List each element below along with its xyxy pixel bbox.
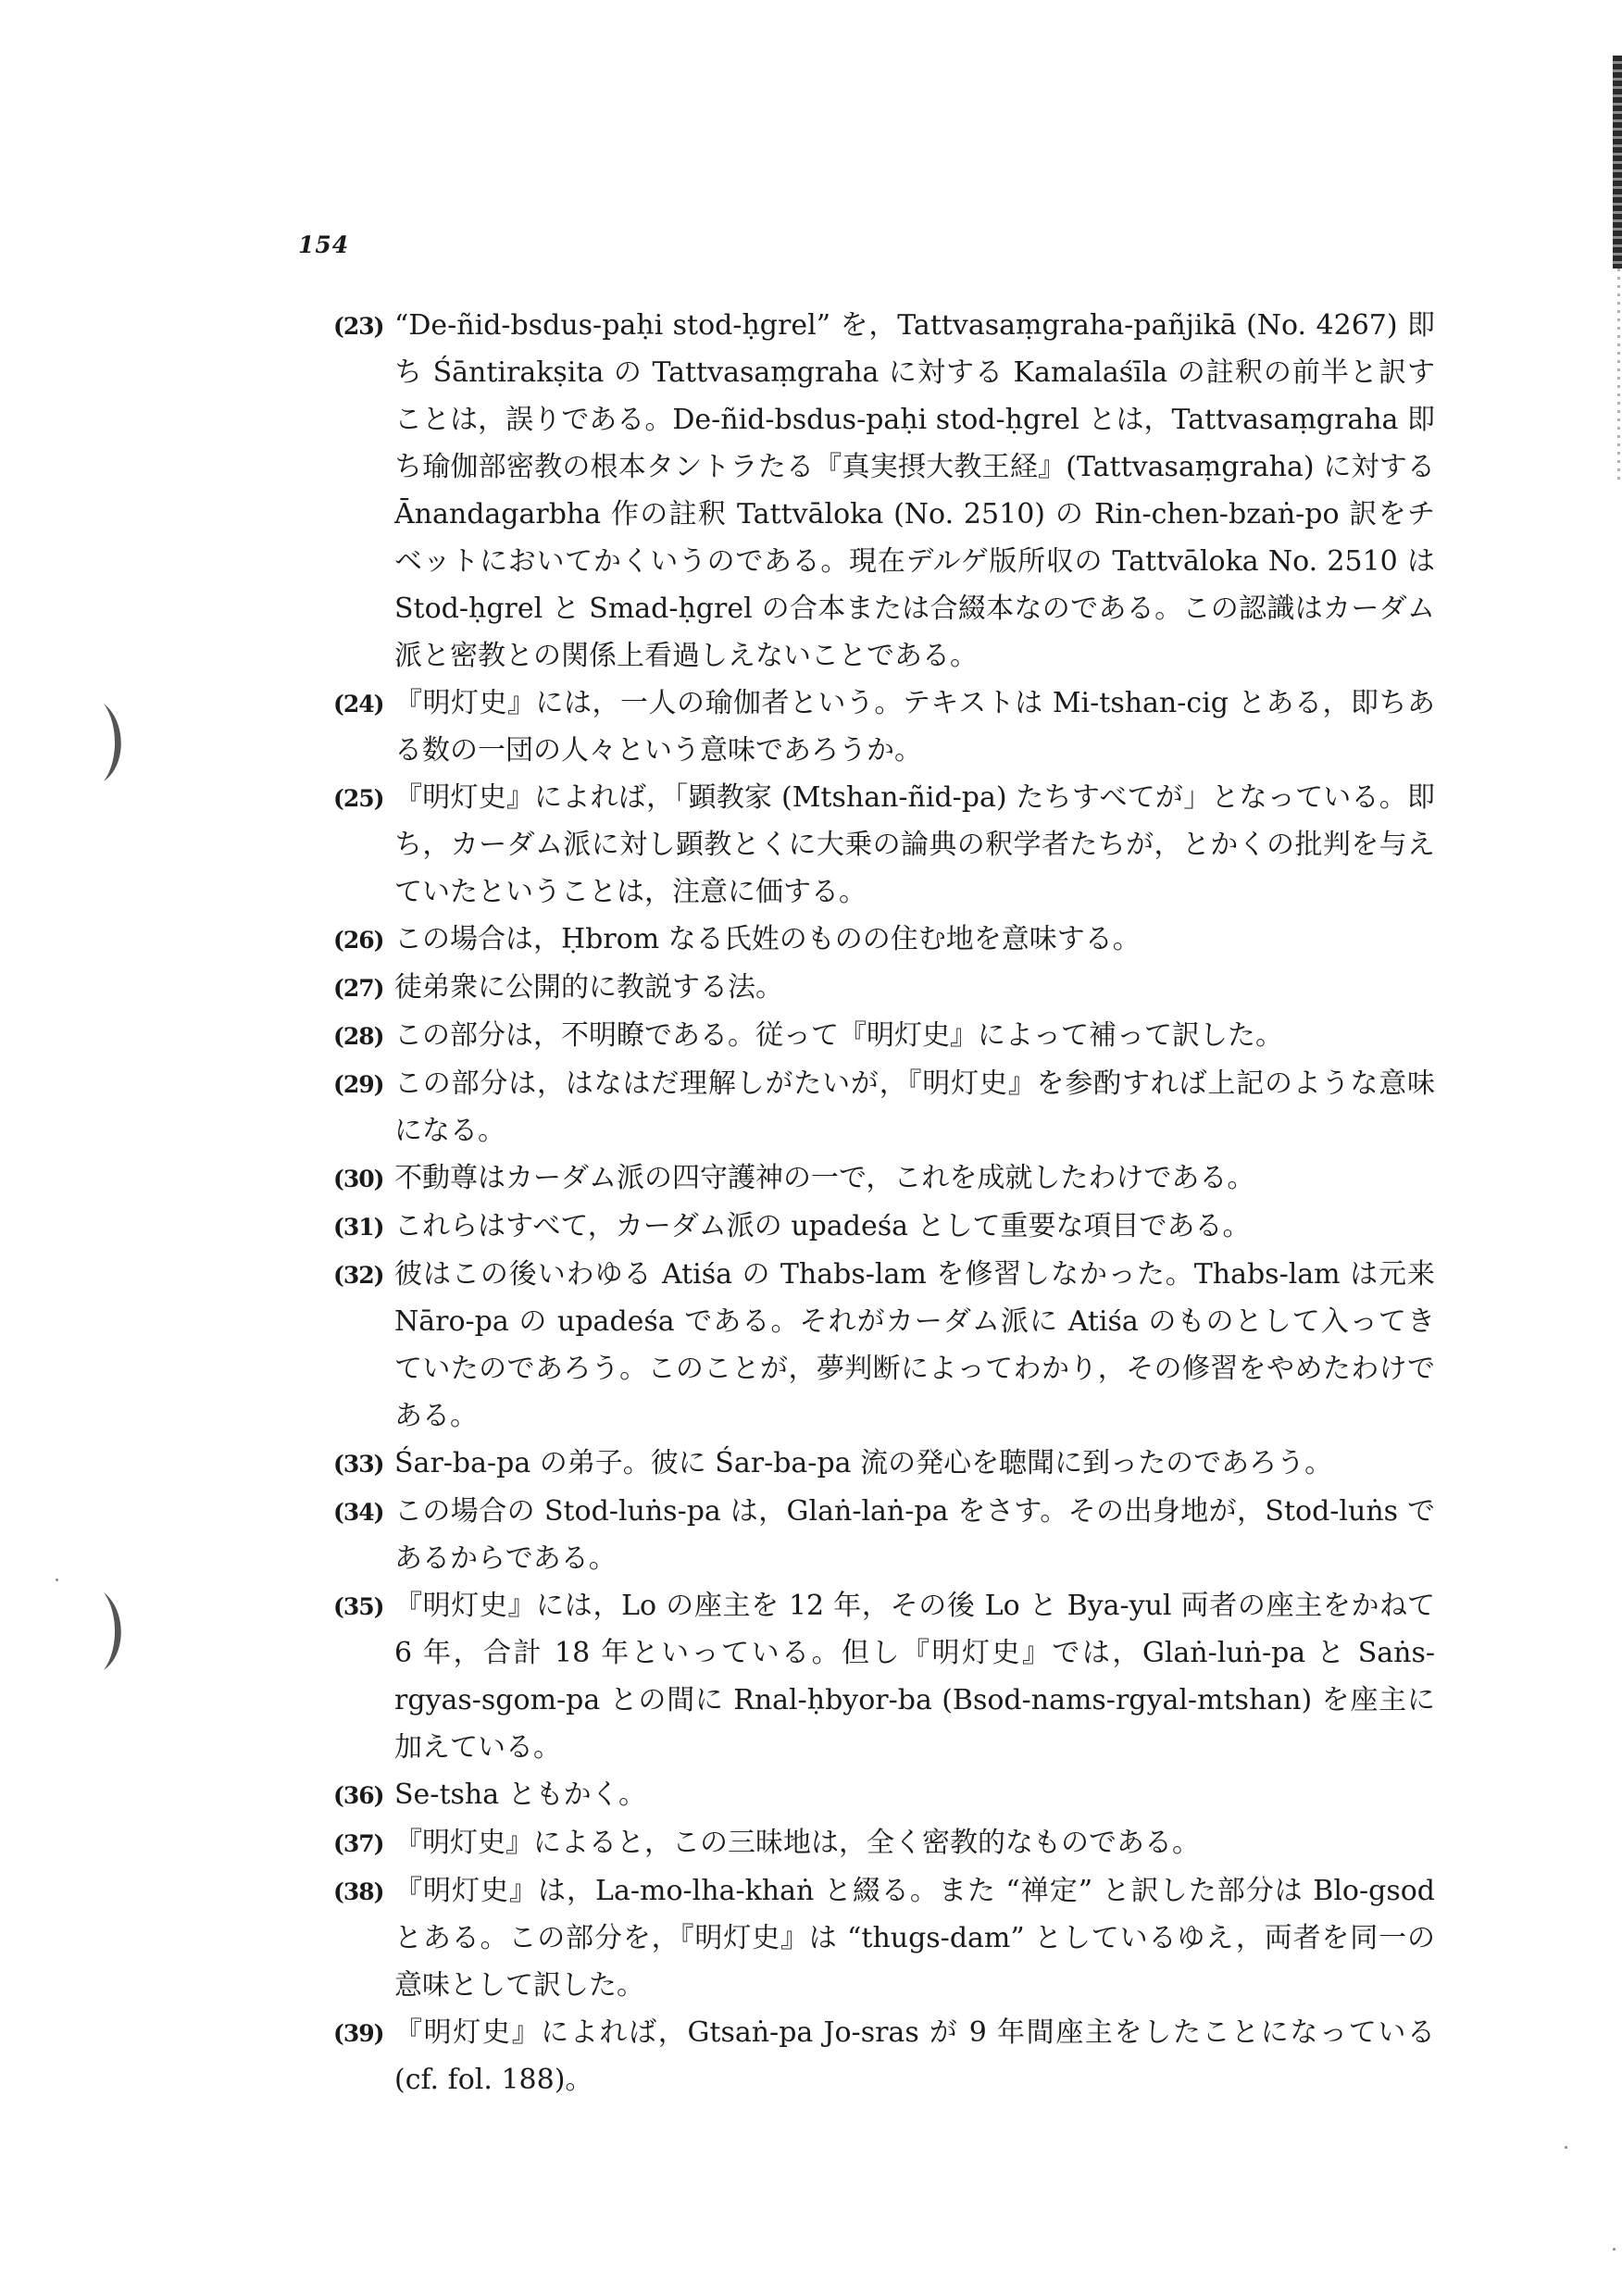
- endnote: [333, 1771, 1435, 1819]
- endnote-text: 『明灯史』によれば，「顕教家 (Mtshan-ñid-pa) たちすべてが」となっている。即ち，カーダム派に対し顕教とくに大乗の論典の釈学者たちが，とかくの批判を与えていたということは，注意に価する。: [394, 781, 1435, 908]
- endnote-text: これらはすべて，カーダム派の upadeśa として重要な項目である。: [394, 1210, 1251, 1242]
- endnote: [333, 1867, 1435, 2009]
- punch-hole-shadow: [98, 1589, 135, 1674]
- endnote-number: (36): [333, 1782, 384, 1809]
- endnote-number: (31): [333, 1214, 384, 1241]
- endnote-text: 『明灯史』によると，この三昧地は，全く密教的なものである。: [394, 1827, 1200, 1859]
- endnote: [333, 680, 1435, 774]
- endnote-number: (32): [333, 1262, 384, 1289]
- endnote: [333, 2009, 1435, 2103]
- endnote: [333, 1440, 1435, 1488]
- endnote-number: (26): [333, 927, 384, 954]
- endnote: [333, 1203, 1435, 1251]
- endnote-text: この場合は，Ḥbrom なる氏姓のものの住む地を意味する。: [394, 923, 1141, 955]
- scan-speck: [1565, 2146, 1567, 2149]
- endnote-number: (39): [333, 2020, 384, 2047]
- endnote-number: (24): [333, 691, 384, 718]
- endnote-number: (29): [333, 1071, 384, 1098]
- endnote: [333, 916, 1435, 964]
- scan-speck: [56, 1578, 58, 1581]
- endnote: [333, 302, 1435, 680]
- endnote: [333, 1060, 1435, 1154]
- endnote-text: 『明灯史』には，一人の瑜伽者という。テキストは Mi-tshan-cig とある，即ちある数の一団の人々という意味であろうか。: [394, 687, 1435, 767]
- endnote-number: (28): [333, 1023, 384, 1050]
- endnote: [333, 774, 1435, 916]
- binding-edge-mark-faint: [1617, 268, 1620, 481]
- endnote: [333, 1488, 1435, 1582]
- endnote-number: (38): [333, 1878, 384, 1905]
- endnote-text: 『明灯史』によれば，Gtsaṅ-pa Jo-sras が 9 年間座主をしたことになっている (cf. fol. 188)。: [394, 2016, 1435, 2096]
- endnote-number: (35): [333, 1593, 384, 1620]
- page-number: 154: [298, 231, 350, 258]
- endnote-number: (23): [333, 313, 384, 340]
- endnote-number: (33): [333, 1451, 384, 1478]
- endnote-text: 彼はこの後いわゆる Atiśa の Thabs-lam を修習しなかった。Thabs-lam は元来 Nāro-pa の upadeśa である。それがカーダム派に Atiśa のものとして入ってきていたのであろう。このことが，夢判断によってわかり，その修習をやめたわけである。: [394, 1258, 1435, 1432]
- endnote: [333, 1154, 1435, 1203]
- endnote-text: この部分は，はなはだ理解しがたいが，『明灯史』を参酌すれば上記のような意味になる。: [394, 1067, 1435, 1147]
- endnote-text: 徒弟衆に公開的に教説する法。: [394, 971, 783, 1004]
- endnote-number: (37): [333, 1830, 384, 1857]
- endnote-text: 『明灯史』は，La-mo-lha-khaṅ と綴る。また “禅定” と訳した部分は Blo-gsod とある。この部分を，『明灯史』は “thugs-dam” としているゆえ，両者を同一の意味として訳した。: [394, 1875, 1435, 2002]
- endnote-number: (25): [333, 785, 384, 812]
- endnote-number: (27): [333, 975, 384, 1002]
- endnote: [333, 1251, 1435, 1440]
- endnote-text: Se-tsha ともかく。: [394, 1778, 647, 1811]
- endnote-text: 『明灯史』には，Lo の座主を 12 年，その後 Lo と Bya-yul 両者の座主をかねて 6 年，合計 18 年といっている。但し『明灯史』では，Glaṅ-luṅ-pa と Saṅs-rgyas-sgom-pa との間に Rnal-ḥbyor-ba (Bsod-nams-rgyal-mtshan) を座主に加えている。: [394, 1590, 1435, 1764]
- endnote-number: (34): [333, 1499, 384, 1526]
- endnote-text: この場合の Stod-luṅs-pa は，Glaṅ-laṅ-pa をさす。その出身地が，Stod-luṅs であるからである。: [394, 1495, 1435, 1575]
- endnote: [333, 1582, 1435, 1771]
- endnote-text: Śar-ba-pa の弟子。彼に Śar-ba-pa 流の発心を聴聞に到ったのであろう。: [394, 1447, 1333, 1479]
- endnote-text: 不動尊はカーダム派の四守護神の一で，これを成就したわけである。: [394, 1162, 1255, 1194]
- endnote: [333, 1012, 1435, 1060]
- endnote-text: “De-ñid-bsdus-paḥi stod-ḥgrel” を，Tattvasaṃgraha-pañjikā (No. 4267) 即ち Śāntirakṣita の Tattvasaṃgraha に対する Kamalaśīla の註釈の前半と訳すことは，誤りである。De-ñid-bsdus-paḥi stod-ḥgrel とは，Tattvasaṃgraha 即ち瑜伽部密教の根本タントラたる『真実摂大教王経』(Tattvasaṃgraha) に対する Ānandagarbha 作の註釈 Tattvāloka (No. 2510) の Rin-chen-bzaṅ-po 訳をチベットにおいてかくいうのである。現在デルゲ版所収の Tattvāloka No. 2510 は Stod-ḥgrel と Smad-ḥgrel の合本または合綴本なのである。この認識はカーダム派と密教との関係上看過しえないことである。: [394, 309, 1435, 672]
- endnote: [333, 1819, 1435, 1867]
- endnote-text: この部分は，不明瞭である。従って『明灯史』によって補って訳した。: [394, 1019, 1283, 1052]
- scan-speck: [1613, 2248, 1616, 2251]
- endnotes-list: [333, 302, 1435, 2103]
- endnote: [333, 964, 1435, 1012]
- endnote-number: (30): [333, 1166, 384, 1192]
- punch-hole-shadow: [98, 700, 135, 785]
- binding-edge-mark: [1613, 56, 1622, 268]
